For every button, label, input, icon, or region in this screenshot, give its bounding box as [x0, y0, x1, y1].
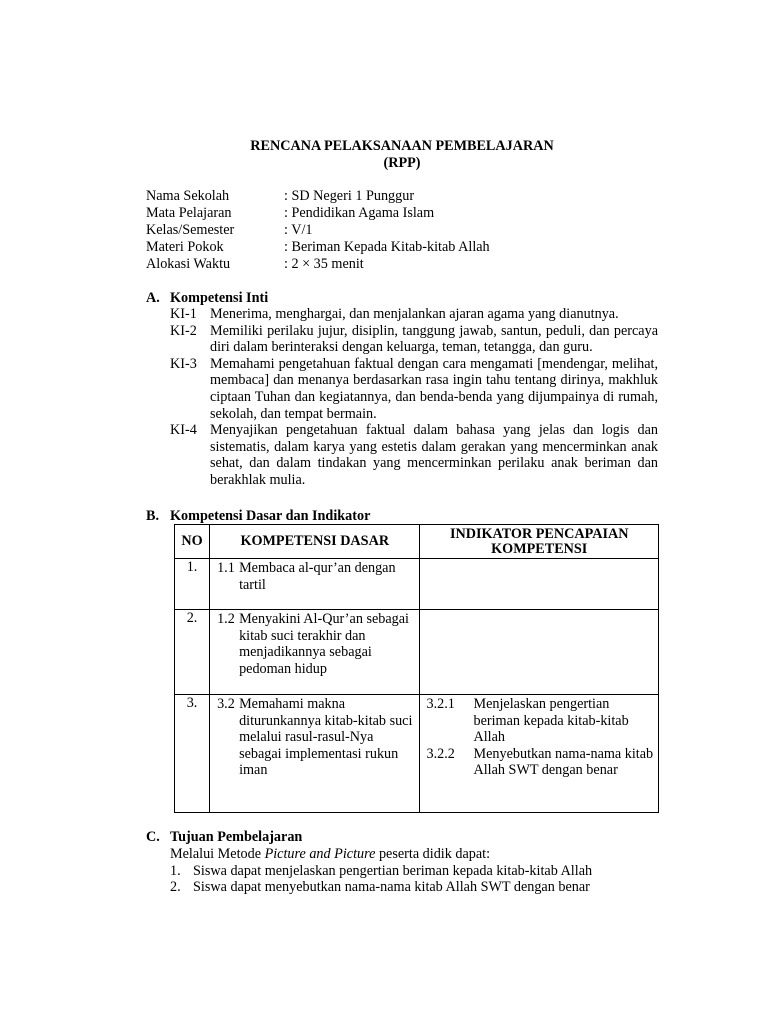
- ki-text: Menerima, menghargai, dan menjalankan ajaran agama yang dianutnya.: [210, 306, 619, 322]
- objective-number: 2.: [170, 879, 181, 896]
- indicator-text: Menjelaskan pengertian beriman kepada kitab-kitab Allah: [473, 696, 629, 746]
- info-value: : Pendidikan Agama Islam: [284, 205, 435, 221]
- objective-text: Siswa dapat menjelaskan pengertian beriman kepada kitab-kitab Allah: [193, 862, 593, 879]
- indicator-cell: [420, 559, 659, 610]
- table-row: [175, 559, 659, 610]
- kd-number: 1.2: [217, 611, 235, 627]
- section-c-heading: [146, 829, 302, 846]
- table-row: [175, 610, 659, 695]
- kd-cell: [210, 559, 420, 610]
- objective-number: 1.: [170, 862, 181, 879]
- info-label: Kelas/Semester: [146, 222, 235, 238]
- info-row-topic: [146, 239, 490, 256]
- indicator-cell: [420, 610, 659, 695]
- competency-table: [174, 524, 659, 813]
- intro-post: peserta didik dapat:: [375, 846, 491, 862]
- info-row-school: [146, 188, 490, 205]
- table-header-row: [175, 525, 659, 559]
- core-competency-item: [170, 422, 658, 488]
- objective-text: Siswa dapat menyebutkan nama-nama kitab Allah SWT dengan benar: [193, 879, 590, 896]
- ki-text: Memiliki perilaku jujur, disiplin, tanggung jawab, santun, peduli, dan percaya diri dalam berinteraksi dengan keluarga, teman, tetangga, dan guru.: [210, 322, 658, 356]
- info-value: : Beriman Kepada Kitab-kitab Allah: [284, 239, 490, 255]
- intro-pre: Melalui Metode: [170, 846, 265, 862]
- ki-text: Memahami pengetahuan faktual dengan cara mengamati [mendengar, melihat, membaca] dan menanya berdasarkan rasa ingin tahu tentang dirinya, makhluk ciptaan Tuhan dan kegiatannya, dan benda-benda yang dijumpainya di rumah, sekolah, dan tempat bermain.: [210, 355, 658, 422]
- document-subtitle: (RPP): [383, 155, 421, 171]
- section-title: Kompetensi Inti: [170, 290, 269, 306]
- info-label: Nama Sekolah: [146, 188, 230, 204]
- objective-item: [170, 879, 658, 896]
- ki-code: KI-3: [170, 355, 197, 372]
- ki-code: KI-2: [170, 322, 197, 339]
- kd-number: 3.2: [217, 696, 235, 712]
- kd-text: Membaca al-qur’an dengan tartil: [239, 560, 396, 593]
- header-indicator-line1: INDIKATOR PENCAPAIAN: [449, 525, 629, 542]
- section-b-heading: [146, 508, 370, 525]
- indicator-item: [426, 696, 654, 746]
- kd-text: Memahami makna diturunkannya kitab-kitab suci melalui rasul-rasul-Nya sebagai implementasi rukun iman: [239, 696, 413, 779]
- section-title: Tujuan Pembelajaran: [170, 829, 303, 845]
- info-value: : V/1: [284, 222, 313, 238]
- section-letter: A.: [146, 290, 160, 306]
- section-letter: B.: [146, 508, 160, 524]
- info-row-subject: [146, 205, 490, 222]
- kd-cell: [210, 695, 420, 813]
- info-block: [146, 188, 490, 273]
- kd-cell: [210, 610, 420, 695]
- header-kd: KOMPETENSI DASAR: [210, 525, 420, 559]
- info-row-time: [146, 256, 490, 273]
- kd-number: 1.1: [217, 560, 235, 576]
- ki-code: KI-4: [170, 422, 197, 439]
- section-a-heading: [146, 290, 268, 307]
- intro-method: Picture and Picture: [264, 846, 376, 862]
- indicator-number: 3.2.1: [426, 696, 455, 712]
- kd-text: Menyakini Al-Qur’an sebagai kitab suci terakhir dan menjadikannya sebagai pedoman hidup: [239, 611, 410, 677]
- info-value: : 2 × 35 menit: [284, 256, 364, 272]
- indicator-text: Menyebutkan nama-nama kitab Allah SWT dengan benar: [473, 745, 654, 779]
- header-no: NO: [175, 525, 210, 559]
- section-letter: C.: [146, 829, 160, 845]
- info-label: Mata Pelajaran: [146, 205, 232, 221]
- indicator-cell: [420, 695, 659, 813]
- document-title: RENCANA PELAKSANAAN PEMBELAJARAN: [250, 138, 554, 154]
- header-indicator-line2: KOMPETENSI: [491, 540, 588, 557]
- row-number: 2.: [175, 610, 210, 695]
- learning-objectives: [170, 846, 658, 896]
- ki-text: Menyajikan pengetahuan faktual dalam bahasa yang jelas dan logis dan sistematis, dalam karya yang estetis dalam gerakan yang mencerminkan anak sehat, dan dalam tindakan yang mencerminkan perilaku anak beriman dan berakhlak mulia.: [210, 422, 658, 488]
- table-row: [175, 695, 659, 813]
- info-row-class: [146, 222, 490, 239]
- core-competency-item: [170, 323, 658, 356]
- row-number: 1.: [175, 559, 210, 610]
- objective-item: [170, 863, 658, 880]
- info-label: Materi Pokok: [146, 239, 224, 255]
- indicator-item: [426, 746, 654, 779]
- row-number: 3.: [175, 695, 210, 813]
- core-competency-item: [170, 306, 658, 323]
- section-title: Kompetensi Dasar dan Indikator: [170, 508, 371, 524]
- header-indicator: [420, 525, 659, 559]
- indicator-number: 3.2.2: [426, 745, 455, 762]
- core-competency-item: [170, 356, 658, 422]
- info-value: : SD Negeri 1 Punggur: [284, 188, 415, 204]
- objectives-intro: [170, 846, 658, 863]
- ki-code: KI-1: [170, 306, 197, 322]
- core-competency-list: [170, 306, 658, 489]
- info-label: Alokasi Waktu: [146, 256, 231, 272]
